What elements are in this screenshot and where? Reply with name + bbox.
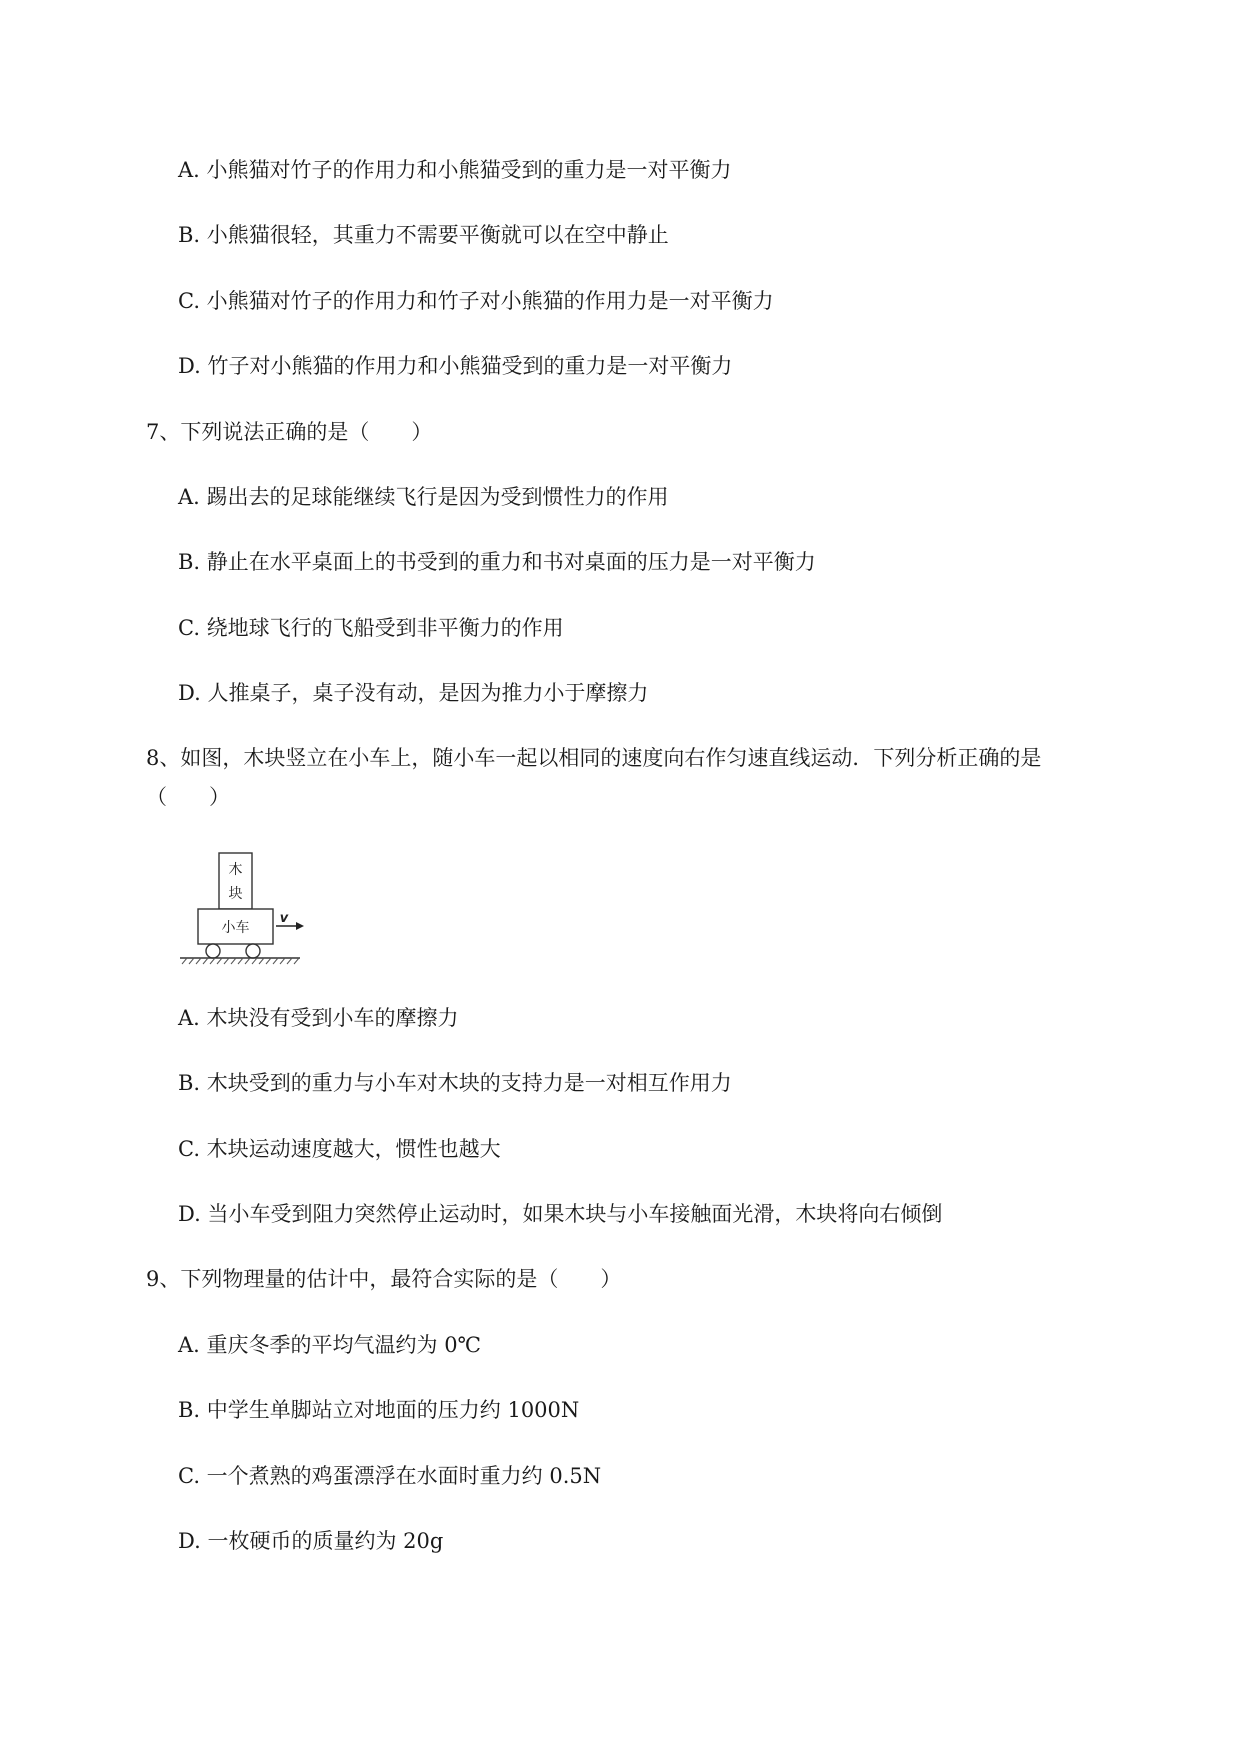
q9-stem: 9、下列物理量的估计中，最符合实际的是（ ） (146, 1267, 622, 1291)
velocity-label: v (279, 911, 289, 926)
q7-option-c: C. 绕地球飞行的飞船受到非平衡力的作用 (178, 616, 564, 640)
q9-option-d: D. 一枚硬币的质量约为 20g (178, 1529, 444, 1553)
q8-option-d: D. 当小车受到阻力突然停止运动时，如果木块与小车接触面光滑，木块将向右倾倒 (178, 1202, 943, 1226)
q8-option-b: B. 木块受到的重力与小车对木块的支持力是一对相互作用力 (178, 1071, 732, 1095)
cart-label: 小车 (221, 920, 250, 936)
q7-option-b: B. 静止在水平桌面上的书受到的重力和书对桌面的压力是一对平衡力 (178, 550, 816, 574)
q6-option-c: C. 小熊猫对竹子的作用力和竹子对小熊猫的作用力是一对平衡力 (178, 289, 774, 313)
q6-option-b: B. 小熊猫很轻，其重力不需要平衡就可以在空中静止 (178, 223, 669, 247)
block-label-char1: 木 (228, 862, 243, 878)
q7-option-a: A. 踢出去的足球能继续飞行是因为受到惯性力的作用 (178, 485, 669, 509)
cart-block-figure (180, 852, 320, 970)
q8-option-c: C. 木块运动速度越大，惯性也越大 (178, 1137, 501, 1161)
cart-wheel-left (206, 944, 220, 958)
q7-stem: 7、下列说法正确的是（ ） (146, 420, 433, 444)
block-label-char2: 块 (228, 886, 243, 902)
q7-option-d: D. 人推桌子，桌子没有动，是因为推力小于摩擦力 (178, 681, 649, 705)
q6-option-a: A. 小熊猫对竹子的作用力和小熊猫受到的重力是一对平衡力 (178, 158, 732, 182)
velocity-arrow-head (296, 922, 304, 930)
cart-block-svg (180, 852, 320, 966)
q6-option-d: D. 竹子对小熊猫的作用力和小熊猫受到的重力是一对平衡力 (178, 354, 733, 378)
cart-wheel-right (246, 944, 260, 958)
q9-option-c: C. 一个煮熟的鸡蛋漂浮在水面时重力约 0.5N (178, 1464, 602, 1488)
ground-hatching (182, 958, 299, 964)
q8-stem-line2: （ ） (146, 785, 230, 809)
q9-option-a: A. 重庆冬季的平均气温约为 0℃ (178, 1333, 482, 1357)
q8-stem-line1: 8、如图，木块竖立在小车上，随小车一起以相同的速度向右作匀速直线运动．下列分析正确的是 (146, 746, 1042, 770)
q8-option-a: A. 木块没有受到小车的摩擦力 (178, 1006, 459, 1030)
q9-option-b: B. 中学生单脚站立对地面的压力约 1000N (178, 1398, 580, 1422)
